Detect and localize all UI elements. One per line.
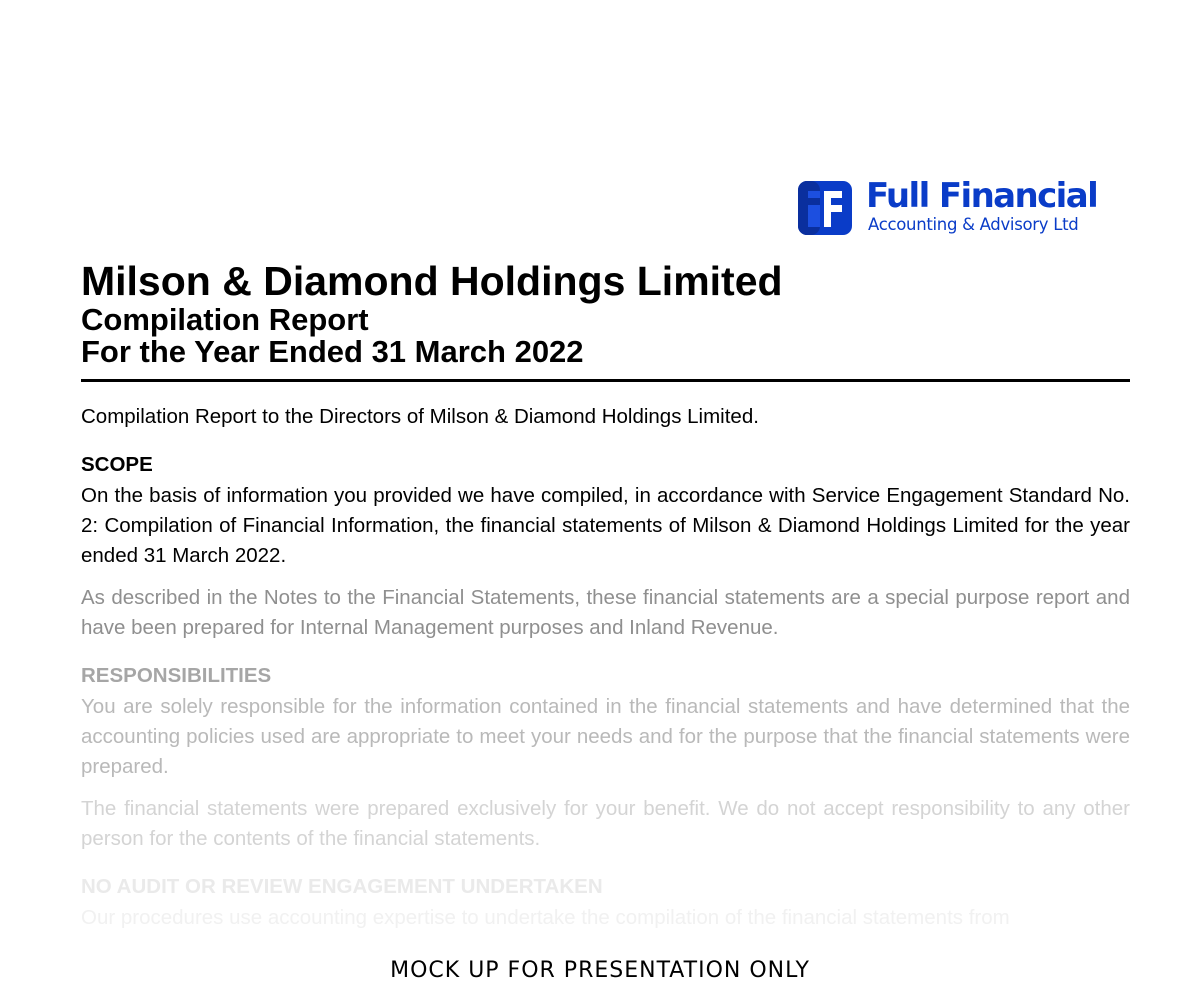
full-financial-logo-icon xyxy=(798,181,852,235)
responsibilities-paragraph: You are solely responsible for the information contained in the financial statements and have determined that the accounting policies used are appropriate to meet your needs and for the purpose that the financial statements were prepared. xyxy=(81,695,1130,778)
scope-paragraph: On the basis of information you provided we have compiled, in accordance with Service Engagement Standard No. 2: Compilation of Financial Information, the financial statements of Milson & Diamond Holdings Limited for the year ended 31 March 2022. xyxy=(81,484,1130,567)
logo-subtitle: Accounting & Advisory Ltd xyxy=(868,215,1079,234)
title-divider xyxy=(81,379,1130,382)
report-period: For the Year Ended 31 March 2022 xyxy=(81,334,584,369)
mockup-watermark: MOCK UP FOR PRESENTATION ONLY xyxy=(390,958,810,983)
no-audit-paragraph: Our procedures use accounting expertise to undertake the compilation of the financial statements from xyxy=(81,906,1010,929)
responsibilities-paragraph: The financial statements were prepared exclusively for your benefit. We do not accept responsibility to any other person for the contents of the financial statements. xyxy=(81,797,1130,850)
company-logo xyxy=(798,178,1133,238)
scope-heading: SCOPE xyxy=(81,453,153,476)
no-audit-heading: NO AUDIT OR REVIEW ENGAGEMENT UNDERTAKEN xyxy=(81,875,603,898)
scope-paragraph: As described in the Notes to the Financial Statements, these financial statements are a special purpose report and have been prepared for Internal Management purposes and Inland Revenue. xyxy=(81,586,1130,639)
report-title: Compilation Report xyxy=(81,302,369,337)
responsibilities-heading: RESPONSIBILITIES xyxy=(81,664,272,687)
logo-name: Full Financial xyxy=(866,176,1098,216)
company-title: Milson & Diamond Holdings Limited xyxy=(81,258,783,304)
intro-paragraph: Compilation Report to the Directors of Milson & Diamond Holdings Limited. xyxy=(81,405,759,428)
